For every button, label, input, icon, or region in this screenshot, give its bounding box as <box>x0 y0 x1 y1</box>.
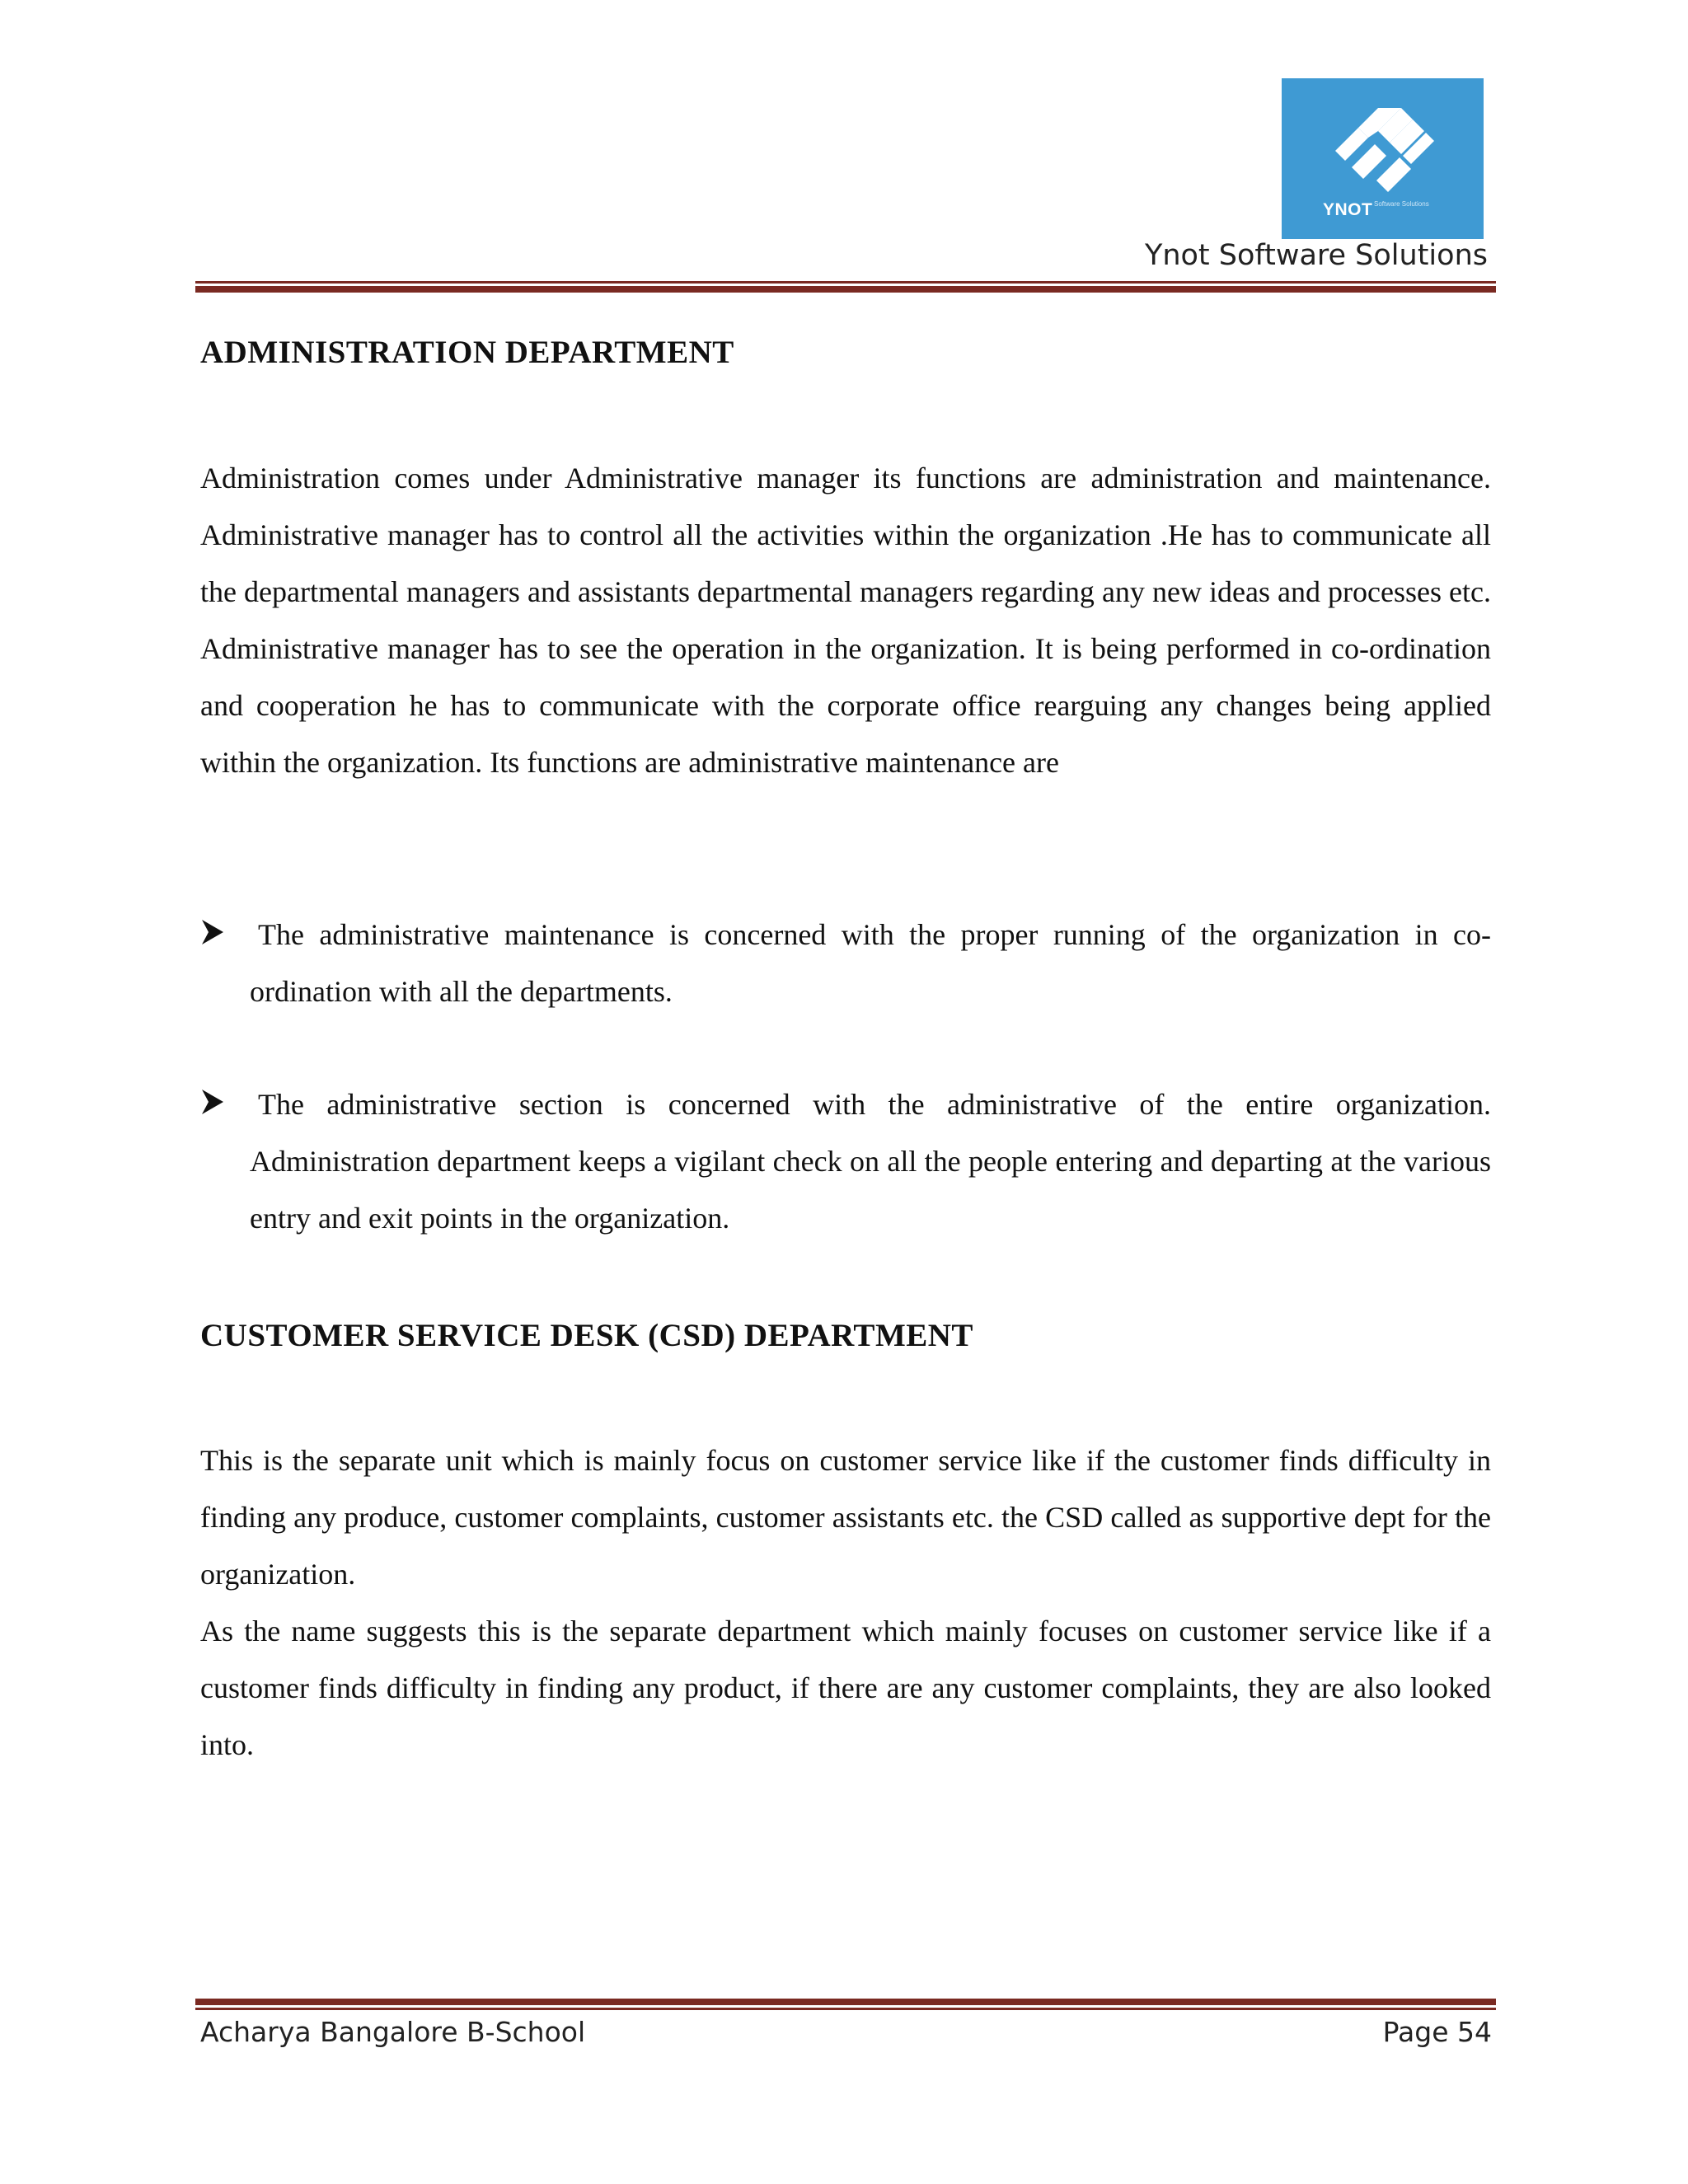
footer-school-name: Acharya Bangalore B-School <box>200 2016 586 2048</box>
arrowhead-bullet-icon <box>200 918 225 946</box>
company-logo <box>1282 78 1484 239</box>
bullet-list <box>200 1076 1491 1247</box>
list-item <box>200 907 1491 1020</box>
section-heading-administration: ADMINISTRATION DEPARTMENT <box>200 335 734 370</box>
bullet-text: The administrative maintenance is concerned with the proper running of the organization in co-ordination with all the departments. <box>250 918 1491 1008</box>
ynot-logo-icon <box>1327 101 1438 196</box>
logo-text: YNOT <box>1323 200 1373 219</box>
list-item <box>200 1076 1491 1247</box>
footer-rule <box>195 1999 1496 2010</box>
csd-paragraph-1: This is the separate unit which is mainly focus on customer service like if the customer finds difficulty in finding any produce, customer complaints, customer assistants etc. the CSD called as supportive dept for the organization. <box>200 1444 1491 1591</box>
arrowhead-bullet-icon <box>200 1088 225 1116</box>
section-heading-csd: CUSTOMER SERVICE DESK (CSD) DEPARTMENT <box>200 1318 973 1353</box>
bullet-text: The administrative section is concerned with the administrative of the entire organization. Administration department keeps a vigilant check on all the people entering and departing at the various entry and exit points in the organization. <box>250 1088 1491 1235</box>
logo-subtext: Software Solutions <box>1374 200 1429 208</box>
header-rule <box>195 281 1496 293</box>
csd-paragraph-2: As the name suggests this is the separate department which mainly focuses on customer service like if a customer finds difficulty in finding any product, if there are any customer complaints, they are also looked into. <box>200 1615 1491 1761</box>
bullet-list <box>200 907 1491 1020</box>
administration-paragraph: Administration comes under Administrative manager its functions are administration and maintenance. Administrative manager has to control all the activities within the organization .He has to communicate all the departmental managers and assistants departmental managers regarding any new ideas and processes etc. Administrative manager has to see the operation in the organization. It is being performed in co-ordination and cooperation he has to communicate with the corporate office rearguing any changes being applied within the organization. Its functions are administrative maintenance are <box>200 462 1491 779</box>
header-company-name: Ynot Software Solutions <box>1144 239 1488 272</box>
page-number: Page 54 <box>1382 2016 1492 2048</box>
